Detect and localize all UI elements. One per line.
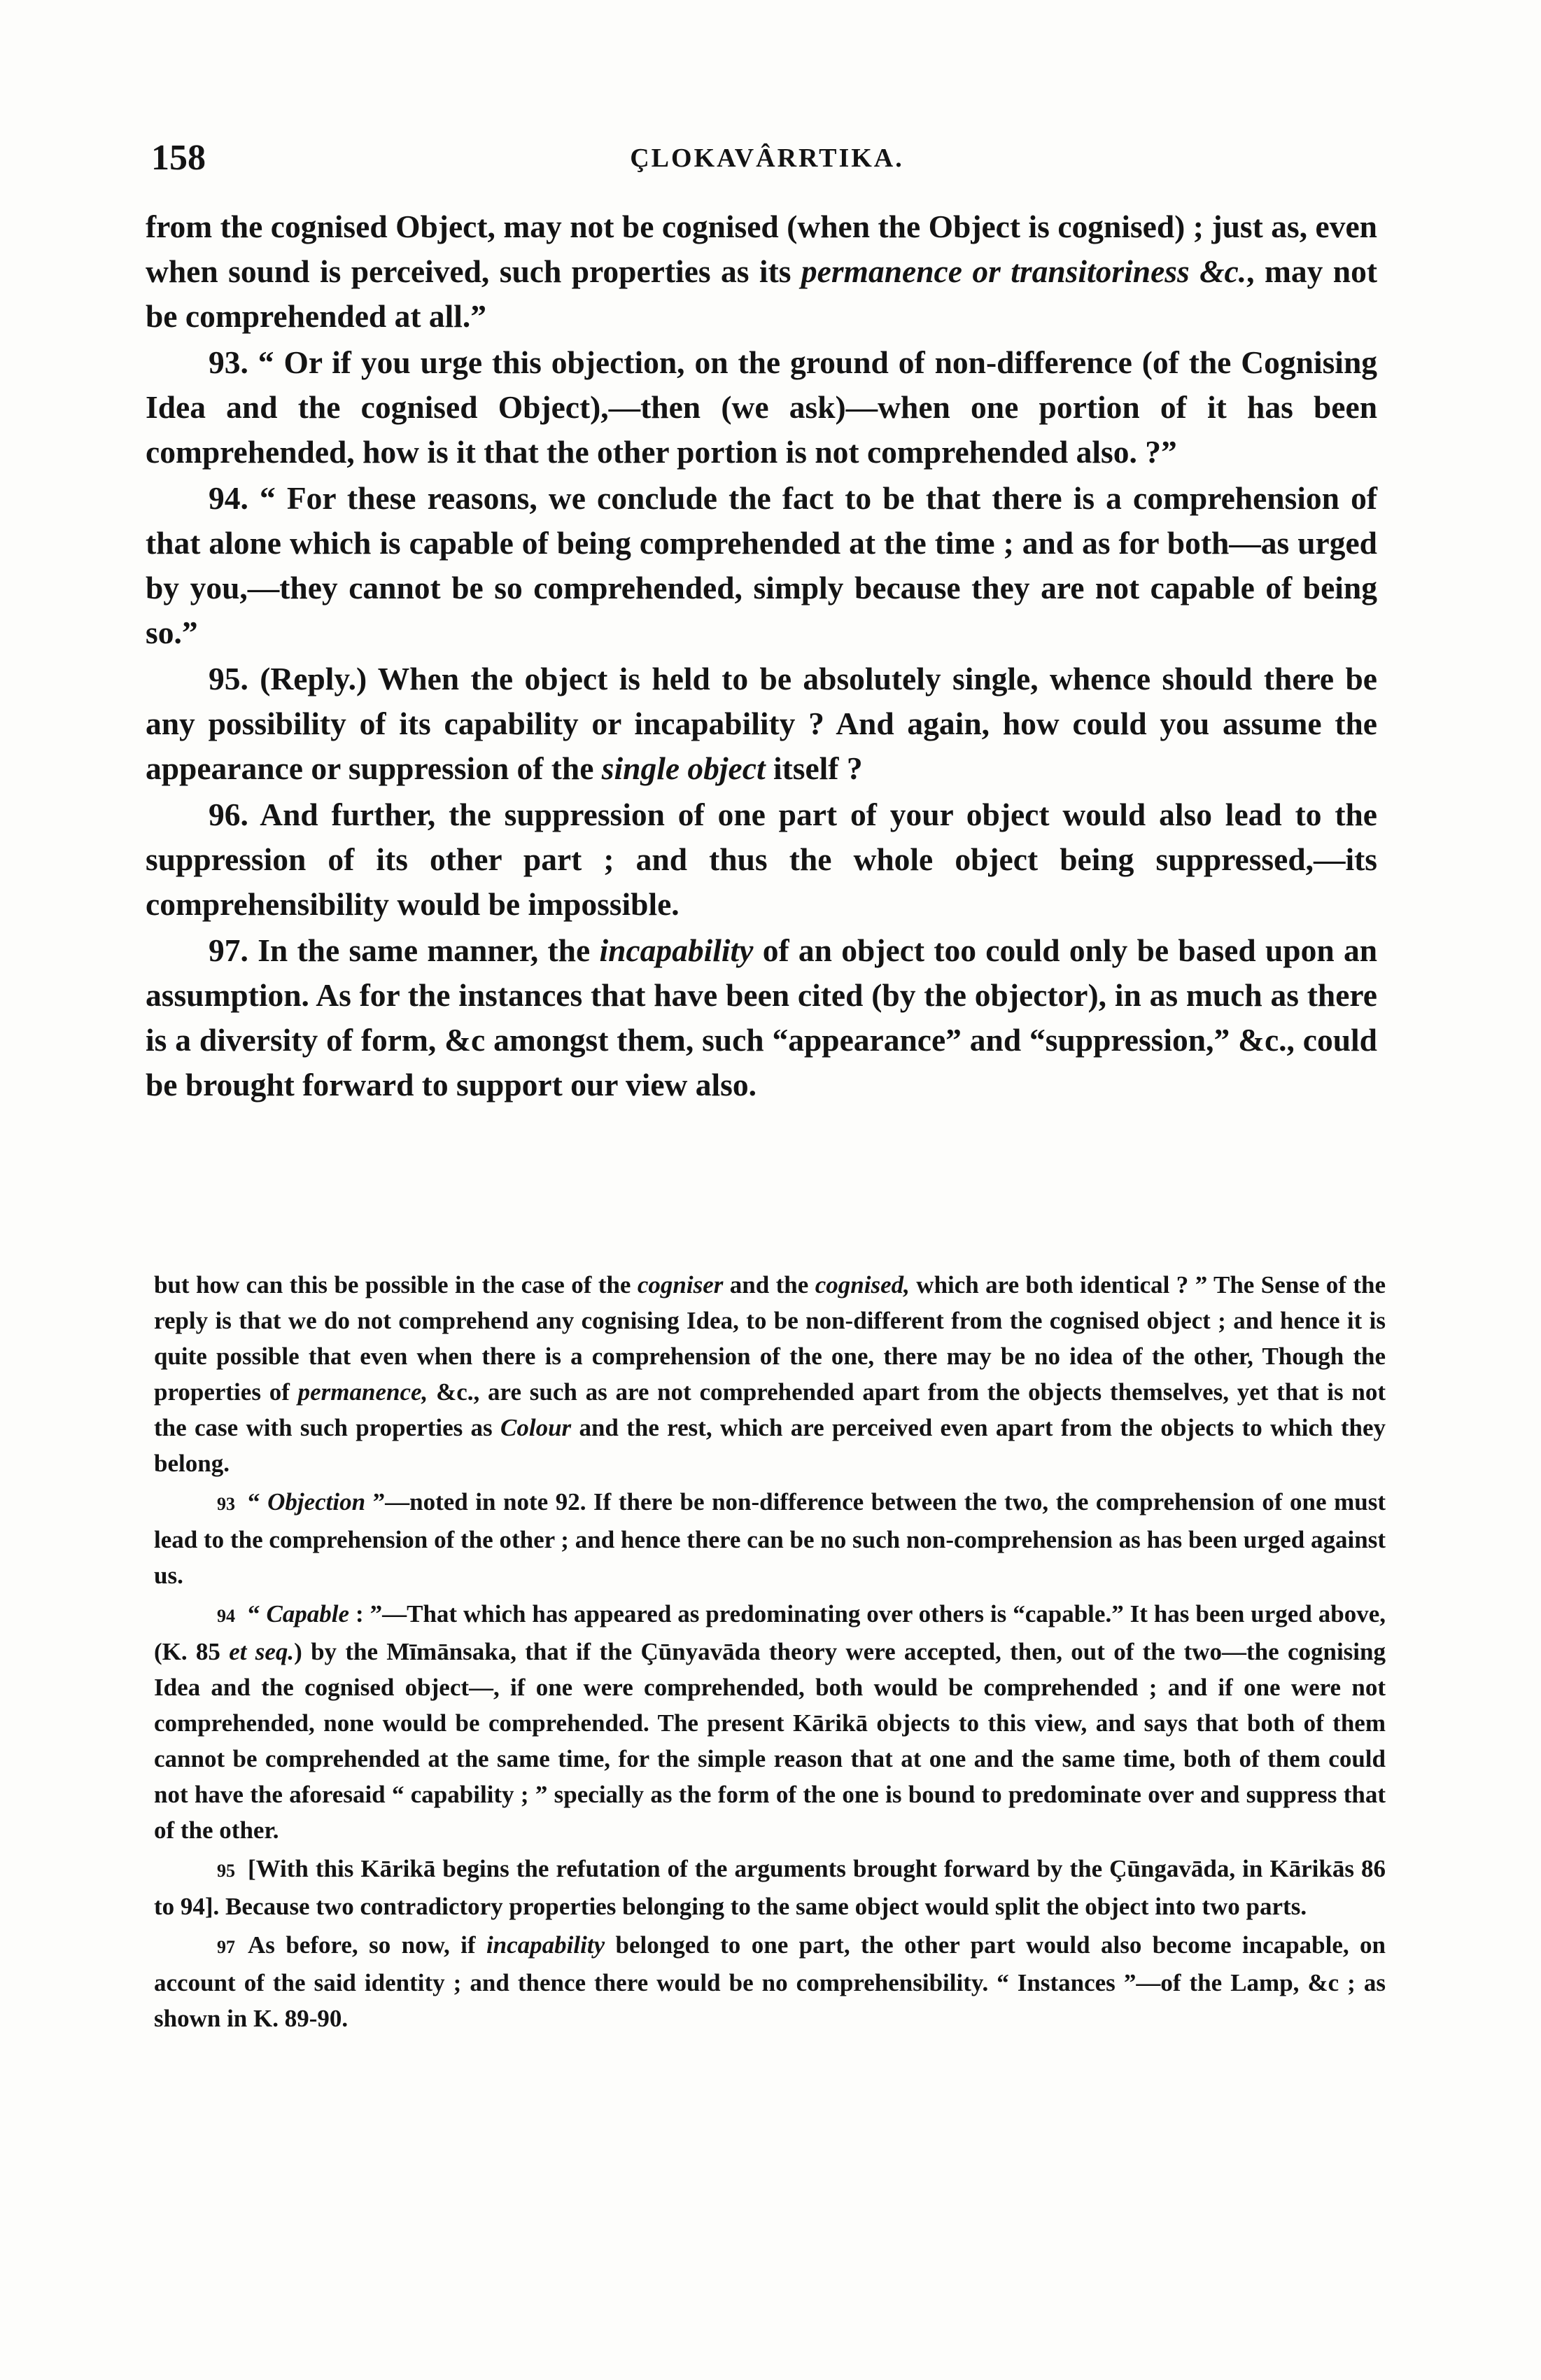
- running-title: ÇLOKAVÂRRTIKA.: [630, 144, 904, 173]
- footnote-number: 95: [217, 1861, 235, 1881]
- main-text: [146, 204, 1377, 1109]
- paragraph-95: 95. (Reply.) When the object is held to be absolutely single, whence should there be any possibility of its capability or incapability ? And again, how could you assume the appearance or suppression of the single object itself ?: [146, 661, 1377, 786]
- paragraph-96: 96. And further, the suppression of one part of your object would also lead to the suppression of its other part ; and thus the whole object being suppressed,—its comprehensibility would be impossible.: [146, 797, 1377, 922]
- footnote-number: 94: [217, 1606, 235, 1626]
- page-number: 158: [151, 138, 206, 178]
- footnote-continuation: but how can this be possible in the case of the cogniser and the cognised, which are both identical ? ” The Sense of the reply is that we do not comprehend any cognising Idea, to be non-different from the cognised object ; and hence it is quite possible that even when there is a comprehension of the one, there may be no idea of the other, Though the properties of permanence, &c., are such as are not comprehended apart from the objects themselves, yet that is not the case with such properties as Colour and the rest, which are perceived even apart from the objects to which they belong.: [154, 1271, 1386, 1477]
- footnote-94: 94 “ Capable : ”—That which has appeared as predominating over others is “capable.” It has been urged above, (K. 85 et seq.) by the Mīmānsaka, that if the Çūnyavāda theory were accepted, then, out of the two—the cognising Idea and the cognised object—, if one were comprehended, both would be comprehended ; and if one were not comprehended, none would be comprehended. The present Kārikā objects to this view, and says that both of them cannot be comprehended at the same time, for the simple reason that at one and the same time, both of them could not have the aforesaid “ capability ; ” specially as the form of the one is bound to predominate over and suppress that of the other.: [154, 1600, 1386, 1844]
- page-header: [151, 137, 1383, 186]
- footnote-93: 93 “ Objection ”—noted in note 92. If there be non-difference between the two, the comprehension of one must lead to the comprehension of the other ; and hence there can be no such non-comprehension as has been urged against us.: [154, 1488, 1386, 1589]
- footnote-number: 93: [217, 1494, 235, 1514]
- paragraph-94: 94. “ For these reasons, we conclude the fact to be that there is a comprehension of that alone which is capable of being comprehended at the time ; and as for both—as urged by you,—they cannot be so comprehended, simply because they are not capable of being so.”: [146, 480, 1377, 650]
- paragraph-93: 93. “ Or if you urge this objection, on the ground of non-difference (of the Cognising Idea and the cognised Object),—then (we ask)—when one portion of it has been comprehended, how is it that the other portion is not comprehended also. ?”: [146, 344, 1377, 470]
- footnotes: [154, 1267, 1386, 2039]
- footnote-95: 95 [With this Kārikā begins the refutation of the arguments brought forward by the Çūngavāda, in Kārikās 86 to 94]. Because two contradictory properties belonging to the same object would split the object into two parts.: [154, 1855, 1386, 1920]
- paragraph-97: 97. In the same manner, the incapability of an object too could only be based upon an assumption. As for the instances that have been cited (by the objector), in as much as there is a diversity of form, &c amongst them, such “appearance” and “suppression,” &c., could be brought forward to support our view also.: [146, 932, 1377, 1102]
- footnote-97: 97 As before, so now, if incapability belonged to one part, the other part would also become incapable, on account of the said identity ; and thence there would be no comprehensibility. “ Instances ”—of the Lamp, &c ; as shown in K. 89-90.: [154, 1931, 1386, 2032]
- paragraph-continuation: from the cognised Object, may not be cognised (when the Object is cognised) ; just as, even when sound is perceived, such properties as its permanence or transitoriness &c., may not be comprehended at all.”: [146, 209, 1378, 334]
- footnote-number: 97: [217, 1937, 235, 1957]
